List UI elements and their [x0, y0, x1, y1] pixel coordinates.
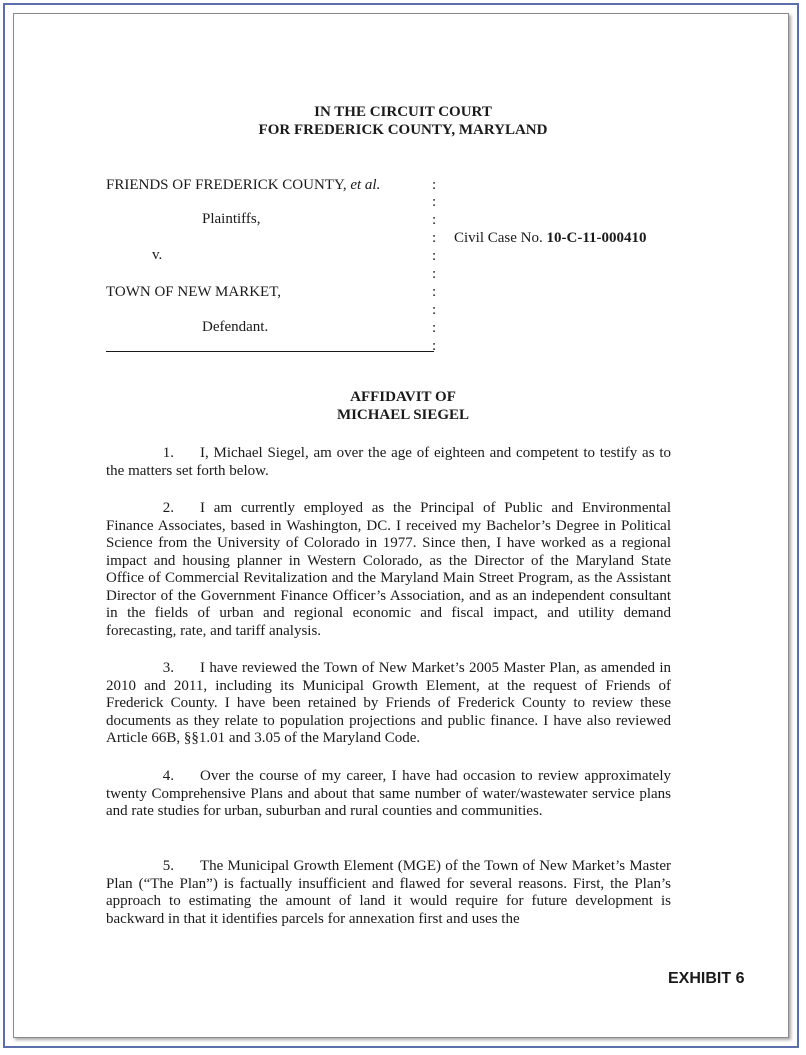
caption-colon: : [432, 302, 437, 318]
caption-colon: : [432, 338, 437, 354]
caption-colon: : [432, 284, 437, 300]
paragraph-text: I am currently employed as the Principal of Public and Environmental Finance Associates, based in Washington, DC. I received my Bachelor’s Degree in Political Science from the University of Colorado in 1977. Since then, I have worked as a regional impact and housing planner in Western Colorado, as the Director of the Maryland State Office of Commercial Revitalization and the Maryland Main Street Program, as the Assistant Director of the Government Finance Officer’s Association, and as an independent consultant in the fields of urban and regional economic and fiscal impact, and utility demand forecasting, rate, and tariff analysis. [106, 500, 671, 639]
case-number [454, 229, 647, 247]
versus: v. [152, 247, 163, 263]
paragraph-text: The Municipal Growth Element (MGE) of the Town of New Market’s Master Plan (“The Plan”) is factually insufficient and flawed for several reasons. First, the Plan’s approach to estimating the amount of land it would require for future development is backward in that it identifies parcels for annexation first and uses the [106, 858, 671, 927]
plaintiff-role: Plaintiffs, [202, 211, 261, 227]
paragraph-5 [106, 858, 671, 928]
paragraph-text: I, Michael Siegel, am over the age of eighteen and competent to testify as to the matters set forth below. [106, 445, 671, 479]
paragraph-number: 3. [162, 660, 174, 676]
caption-colon: : [432, 194, 437, 210]
plaintiff-name [106, 176, 380, 194]
paragraph-number: 1. [162, 445, 174, 461]
paragraph-number: 2. [162, 500, 174, 516]
paragraph-3 [106, 660, 671, 748]
court-name-line2: FOR FREDERICK COUNTY, MARYLAND [258, 122, 548, 138]
caption-colon: : [432, 230, 437, 246]
caption-colon: : [432, 212, 437, 228]
document-title-line1: AFFIDAVIT OF [350, 389, 456, 405]
plaintiff-name-text: FRIENDS OF FREDERICK COUNTY, [106, 177, 347, 193]
case-number-value: 10-C-11-000410 [546, 230, 647, 246]
document-title-line2: MICHAEL SIEGEL [336, 407, 470, 423]
caption-underline [106, 351, 434, 352]
paragraph-1 [106, 445, 671, 480]
paragraph-2 [106, 500, 671, 640]
exhibit-label: EXHIBIT 6 [668, 970, 745, 987]
caption-colon: : [432, 266, 437, 282]
paragraph-number: 5. [162, 858, 174, 874]
paragraph-text: Over the course of my career, I have had occasion to review approximately twenty Comprehensive Plans and about that same number of water/wastewater service plans and rate studies for urban, suburban and rural counties and communities. [106, 768, 671, 819]
defendant-role: Defendant. [202, 319, 269, 335]
case-label: Civil Case No. [454, 230, 543, 246]
caption-colon: : [432, 248, 437, 264]
court-name-line1: IN THE CIRCUIT COURT [314, 104, 492, 120]
plaintiff-et-al: et al. [350, 177, 381, 193]
paragraph-number: 4. [162, 768, 174, 784]
caption-colon: : [432, 320, 437, 336]
caption-colon: : [432, 177, 437, 193]
paragraph-text: I have reviewed the Town of New Market’s 2005 Master Plan, as amended in 2010 and 2011, including its Municipal Growth Element, at the request of Friends of Frederick County. I have been retained by Friends of Frederick County to review these documents as they relate to population projections and public finance. I have also reviewed Article 66B, §§1.01 and 3.05 of the Maryland Code. [106, 660, 671, 746]
paragraph-4 [106, 768, 671, 821]
defendant-name: TOWN OF NEW MARKET, [106, 284, 281, 300]
